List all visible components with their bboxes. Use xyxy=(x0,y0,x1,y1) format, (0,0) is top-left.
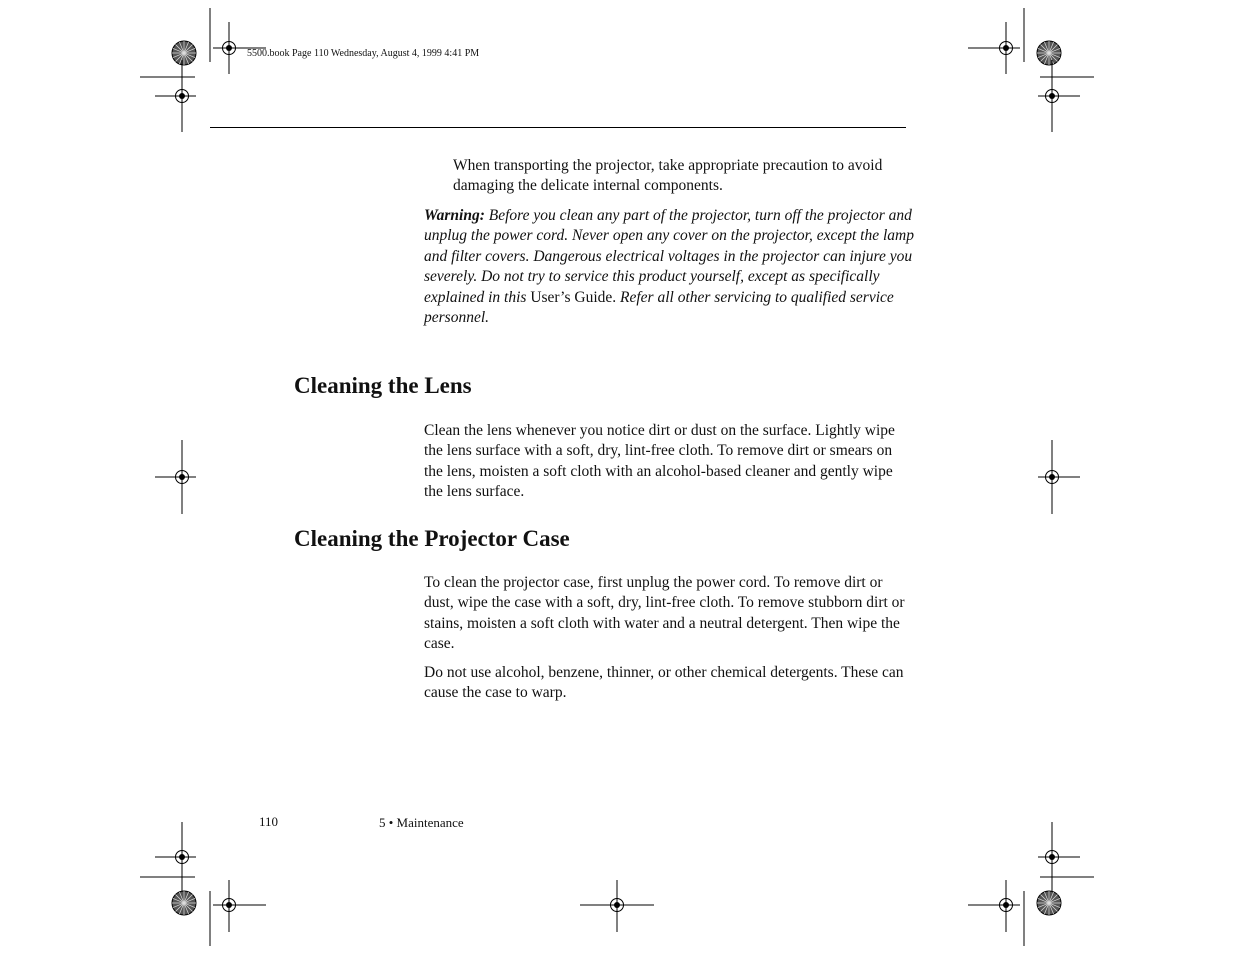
warning-label: Warning: xyxy=(424,207,485,224)
file-slug: 5500.book Page 110 Wednesday, August 4, 1999 4:41 PM xyxy=(247,48,480,59)
section-heading-lens: Cleaning the Lens xyxy=(294,373,472,398)
footer-chapter: 5 • Maintenance xyxy=(379,815,464,830)
lens-paragraph: Clean the lens whenever you notice dirt or dust on the surface. Lightly wipe the lens surface with a soft, dry, lint-free cloth. To remove dirt or smears on the lens, moisten a soft cloth with an alcohol-based cleaner and gently wipe the lens surface. xyxy=(424,422,895,501)
crop-mark-top-left xyxy=(140,8,210,77)
color-bar-star-icon xyxy=(172,891,196,915)
warning-text-end: Refer all other servicing to qualified service personnel. xyxy=(424,288,894,327)
color-bar-star-icon xyxy=(1037,41,1061,65)
header-rule xyxy=(210,127,906,128)
users-guide-title: User’s Guide. xyxy=(530,288,617,306)
case-paragraph: To clean the projector case, first unplug the power cord. To remove dirt or dust, wipe the case with a soft, dry, lint-free cloth. To remove stubborn dirt or stains, moisten a soft cloth with water and a neutral detergent. Then wipe the case. xyxy=(424,574,905,653)
crop-mark-bottom-right xyxy=(1024,877,1094,946)
page-number: 110 xyxy=(259,814,279,829)
warning-text: Before you clean any part of the projector, turn off the projector and unplug the power cord. Never open any cover on the projector, except the lamp and filter covers. Dangerous electrical voltages in the projector can injure you severely. Do not try to service this product yourself, except as specifically explained in this xyxy=(424,207,914,306)
transport-note: When transporting the projector, take appropriate precaution to avoid damaging the delicate internal components. xyxy=(453,157,883,195)
color-bar-star-icon xyxy=(172,41,196,65)
case-caution-paragraph: Do not use alcohol, benzene, thinner, or other chemical detergents. These can cause the case to warp. xyxy=(424,664,904,702)
warning-paragraph xyxy=(424,206,914,328)
section-heading-case: Cleaning the Projector Case xyxy=(294,526,570,551)
crop-mark-top-right xyxy=(1024,8,1094,77)
color-bar-star-icon xyxy=(1037,891,1061,915)
